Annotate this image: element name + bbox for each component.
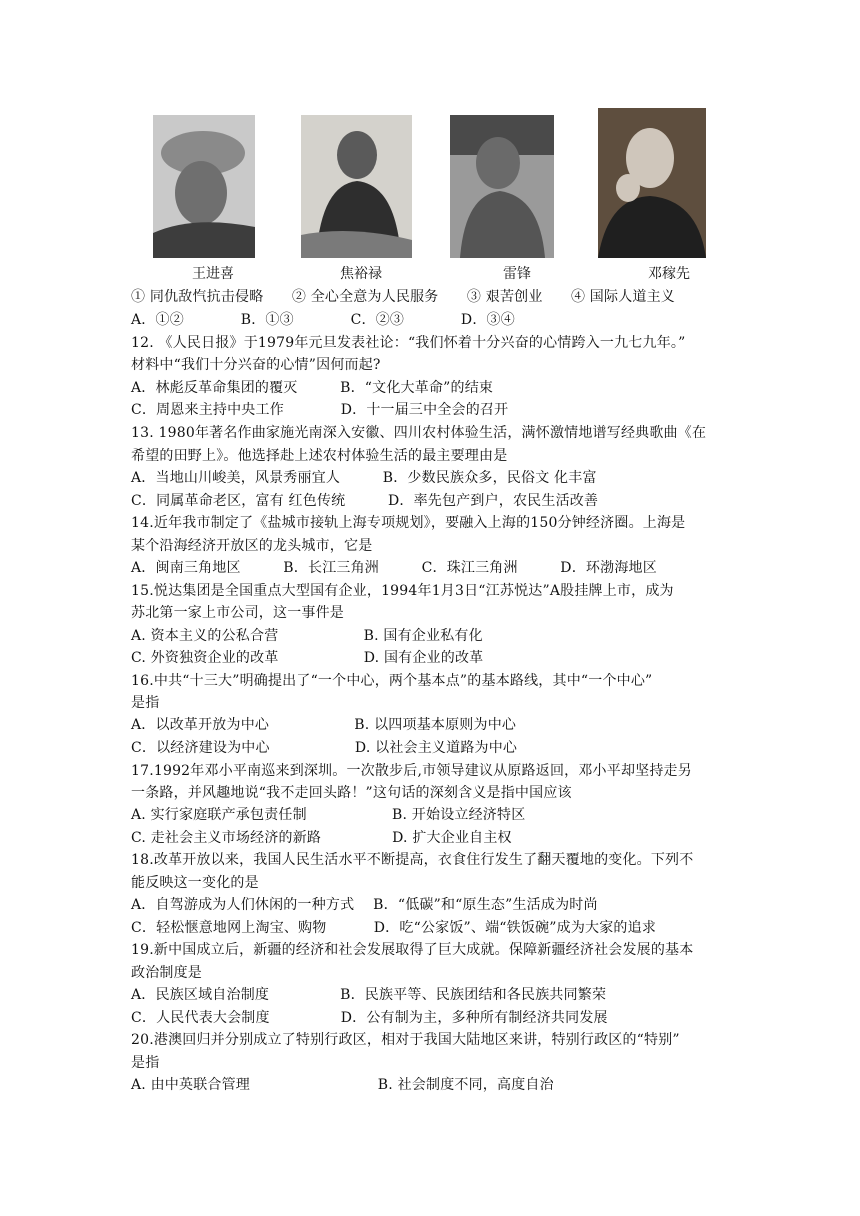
question-text: 13. 1980年著名作曲家施光南深入安徽、四川农村体验生活，满怀激情地谱写经典歌曲《在: [131, 425, 707, 441]
answer-options: C. 外资独资企业的改革 D. 国有企业的改革: [131, 650, 484, 666]
question-text: 某个沿海经济开放区的龙头城市，它是: [131, 538, 373, 554]
question-text: 一条路，并风趣地说“我不走回头路！”这句话的深刻含义是指中国应该: [131, 785, 572, 801]
question-text: 14.近年我市制定了《盐城市接轨上海专项规划》，要融入上海的150分钟经济圈。上海是: [131, 515, 686, 531]
answer-options: C．同属革命老区，富有 红色传统 D．率先包产到户，农民生活改善: [131, 493, 599, 509]
photo-lei-feng: [450, 115, 554, 258]
photo-deng-jiaxian: [598, 108, 706, 258]
answer-options: C．周恩来主持中央工作 D．十一届三中全会的召开: [131, 402, 509, 418]
answer-options: A．当地山川峻美，风景秀丽宜人 B．少数民族众多，民俗文 化丰富: [131, 470, 597, 486]
question-text: 18.改革开放以来，我国人民生活水平不断提高，衣食住行发生了翻天覆地的变化。下列不: [131, 852, 694, 868]
question-text: 材料中“我们十分兴奋的心情”因何而起?: [131, 357, 381, 373]
answer-options: A．①② B．①③ C．②③ D．③④: [131, 312, 515, 328]
option-list: ① 同仇敌忾抗击侵略 ② 全心全意为人民服务 ③ 艰苦创业 ④ 国际人道主义: [131, 289, 675, 305]
answer-options: A．民族区域自治制度 B．民族平等、民族团结和各民族共同繁荣: [131, 987, 607, 1003]
answer-options: A. 资本主义的公私合营 B. 国有企业私有化: [131, 628, 483, 644]
question-text: 能反映这一变化的是: [131, 875, 259, 891]
photo-caption: 邓稼先: [648, 266, 690, 282]
answer-options: C. 走社会主义市场经济的新路 D. 扩大企业自主权: [131, 830, 512, 846]
question-text: 是指: [131, 1055, 160, 1071]
answer-options: C．以经济建设为中心 D. 以社会主义道路为中心: [131, 740, 518, 756]
answer-options: A．闽南三角地区 B．长江三角洲 C．珠江三角洲 D．环渤海地区: [131, 560, 657, 576]
answer-options: A. 由中英联合管理 B. 社会制度不同，高度自治: [131, 1077, 554, 1093]
question-text: 是指: [131, 695, 160, 711]
photo-caption: 王进喜: [192, 266, 234, 282]
question-text: 19.新中国成立后，新疆的经济和社会发展取得了巨大成就。保障新疆经济社会发展的基本: [131, 942, 694, 958]
question-text: 16.中共“十三大”明确提出了“一个中心，两个基本点”的基本路线，其中“一个中心”: [131, 673, 653, 689]
question-text: 政治制度是: [131, 965, 202, 981]
answer-options: A. 实行家庭联产承包责任制 B. 开始设立经济特区: [131, 807, 526, 823]
question-text: 希望的田野上》。他选择赴上述农村体验生活的最主要理由是: [131, 448, 508, 464]
photo-caption: 雷锋: [503, 266, 531, 282]
answer-options: A．自驾游成为人们休闲的一种方式 B．“低碳”和“原生态”生活成为时尚: [131, 897, 598, 913]
question-text: 20.港澳回归并分别成立了特别行政区，相对于我国大陆地区来讲，特别行政区的“特别”: [131, 1032, 680, 1048]
question-text: 苏北第一家上市公司，这一事件是: [131, 605, 344, 621]
photo-caption: 焦裕禄: [340, 266, 382, 282]
answer-options: A．林彪反革命集团的覆灭 B．“文化大革命”的结束: [131, 380, 494, 396]
answer-options: C．人民代表大会制度 D．公有制为主，多种所有制经济共同发展: [131, 1010, 608, 1026]
photo-wang-jinxi: [153, 115, 255, 258]
answer-options: C．轻松惬意地网上淘宝、购物 D．吃“公家饭”、端“铁饭碗”成为大家的追求: [131, 920, 657, 936]
question-text: 17.1992年邓小平南巡来到深圳。一次散步后,市领导建议从原路返回，邓小平却坚持走另: [131, 763, 692, 779]
photo-jiao-yulu: [301, 115, 412, 258]
question-text: 12. 《人民日报》于1979年元旦发表社论：“我们怀着十分兴奋的心情跨入一九七九年。”: [131, 335, 686, 351]
question-text: 15.悦达集团是全国重点大型国有企业，1994年1月3日“江苏悦达”A股挂牌上市，成为: [131, 583, 674, 599]
answer-options: A．以改革开放为中心 B. 以四项基本原则为中心: [131, 717, 517, 733]
